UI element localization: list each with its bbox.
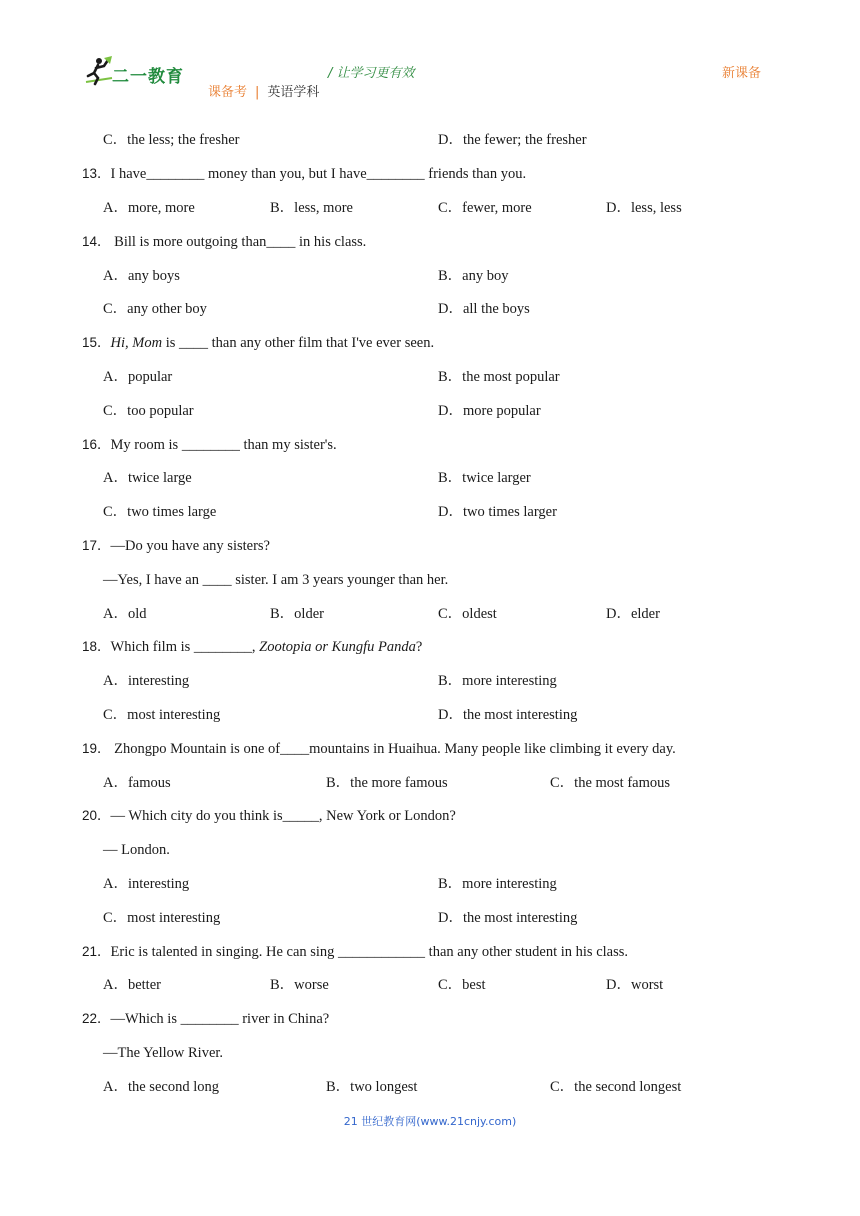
- q21-option-d: D．worst: [606, 977, 664, 993]
- q15-option-b: B．the most popular: [438, 369, 560, 385]
- q17-option-b: B．older: [270, 606, 324, 622]
- q13-option-a: A．more, more: [103, 200, 195, 216]
- q15-option-a: A．popular: [103, 369, 173, 385]
- q20-option-c: C．most interesting: [103, 910, 221, 926]
- q16-number: 16．: [82, 437, 111, 452]
- q22-option-b: B．two longest: [326, 1079, 418, 1095]
- q15-film-title: Hi, Mom: [110, 335, 163, 351]
- q18-option-d: D．the most interesting: [438, 707, 578, 723]
- subject-subtitle: [208, 81, 319, 100]
- q15-option-c: C．too popular: [103, 403, 194, 419]
- q22-number: 22．: [82, 1011, 111, 1026]
- q22-answer-line: —The Yellow River.: [103, 1045, 224, 1061]
- q18-text: Which film is ________,: [110, 639, 260, 655]
- q20-option-a: A．interesting: [103, 876, 190, 892]
- q18-tail: ?: [415, 639, 423, 655]
- q19-text: Zhongpo Mountain is one of____mountains in Huaihua. Many people like climbing it every day.: [110, 741, 676, 757]
- q18-film-titles: Zootopia or Kungfu Panda: [259, 639, 416, 655]
- q17-number: 17．: [82, 538, 111, 553]
- q13-text: I have________ money than you, but I have________ friends than you.: [110, 166, 527, 182]
- q14-number: 14．: [82, 234, 111, 249]
- q19-option-b: B．the more famous: [326, 775, 448, 791]
- corner-label: 新课备: [722, 66, 762, 81]
- q13-stem: [82, 165, 526, 183]
- q16-option-d: D．two times larger: [438, 504, 557, 520]
- q14-option-c: C．any other boy: [103, 301, 207, 317]
- q14-stem: [82, 233, 366, 251]
- q20-answer-line: — London.: [103, 842, 170, 858]
- q12-option-c: C．the less; the fresher: [103, 132, 240, 148]
- runner-icon: [82, 56, 114, 88]
- q14-option-b: B．any boy: [438, 268, 509, 284]
- q13-number: 13．: [82, 166, 111, 181]
- logo-text: 二一教育: [112, 67, 184, 87]
- q18-option-c: C．most interesting: [103, 707, 221, 723]
- q22-option-c: C．the second longest: [550, 1079, 682, 1095]
- q18-option-b: B．more interesting: [438, 673, 557, 689]
- q16-option-c: C．two times large: [103, 504, 217, 520]
- q14-option-d: D．all the boys: [438, 301, 530, 317]
- q17-stem: [82, 537, 270, 555]
- q21-option-c: C．best: [438, 977, 486, 993]
- q13-option-c: C．fewer, more: [438, 200, 532, 216]
- q14-option-a: A．any boys: [103, 268, 180, 284]
- subtitle-separator: |: [255, 85, 260, 100]
- q14-text: Bill is more outgoing than____ in his class.: [110, 234, 367, 250]
- q20-number: 20．: [82, 808, 111, 823]
- q22-option-a: A．the second long: [103, 1079, 219, 1095]
- q16-stem: [82, 436, 337, 454]
- q22-stem: [82, 1010, 329, 1028]
- q18-stem: [82, 638, 422, 656]
- q19-number: 19．: [82, 741, 111, 756]
- q15-number: 15．: [82, 335, 111, 350]
- q16-option-b: B．twice larger: [438, 470, 531, 486]
- q17-option-c: C．oldest: [438, 606, 497, 622]
- q12-option-d: D．the fewer; the fresher: [438, 132, 587, 148]
- subtitle-left: 课备考: [208, 85, 248, 100]
- q20-stem: [82, 807, 456, 825]
- q21-text: Eric is talented in singing. He can sing ____________ than any other student in his class.: [110, 944, 629, 960]
- subtitle-right: 英语学科: [267, 85, 320, 100]
- q21-option-a: A．better: [103, 977, 161, 993]
- q19-option-a: A．famous: [103, 775, 171, 791]
- q19-stem: [82, 740, 676, 758]
- q17-text: —Do you have any sisters?: [110, 538, 270, 554]
- slogan: / 让学习更有效: [328, 66, 415, 81]
- q15-option-d: D．more popular: [438, 403, 541, 419]
- q15-text: is ____ than any other film that I've ever seen.: [162, 335, 435, 351]
- q17-answer-line: —Yes, I have an ____ sister. I am 3 years younger than her.: [103, 572, 449, 588]
- page-header: [0, 0, 860, 110]
- q16-option-a: A．twice large: [103, 470, 192, 486]
- q13-option-d: D．less, less: [606, 200, 682, 216]
- q15-stem: [82, 334, 434, 352]
- q21-option-b: B．worse: [270, 977, 329, 993]
- q17-option-a: A．old: [103, 606, 147, 622]
- q20-option-b: B．more interesting: [438, 876, 557, 892]
- q21-number: 21．: [82, 944, 111, 959]
- q18-number: 18．: [82, 639, 111, 654]
- q19-option-c: C．the most famous: [550, 775, 671, 791]
- q20-option-d: D．the most interesting: [438, 910, 578, 926]
- q22-text: —Which is ________ river in China?: [110, 1011, 330, 1027]
- q16-text: My room is ________ than my sister's.: [110, 437, 337, 453]
- q18-option-a: A．interesting: [103, 673, 190, 689]
- q21-stem: [82, 943, 628, 961]
- brand-logo: [82, 56, 192, 90]
- q17-option-d: D．elder: [606, 606, 660, 622]
- page-footer[interactable]: 21 世纪教育网(www.21cnjy.com): [343, 1115, 517, 1128]
- q20-text: — Which city do you think is_____, New York or London?: [110, 808, 456, 824]
- q13-option-b: B．less, more: [270, 200, 353, 216]
